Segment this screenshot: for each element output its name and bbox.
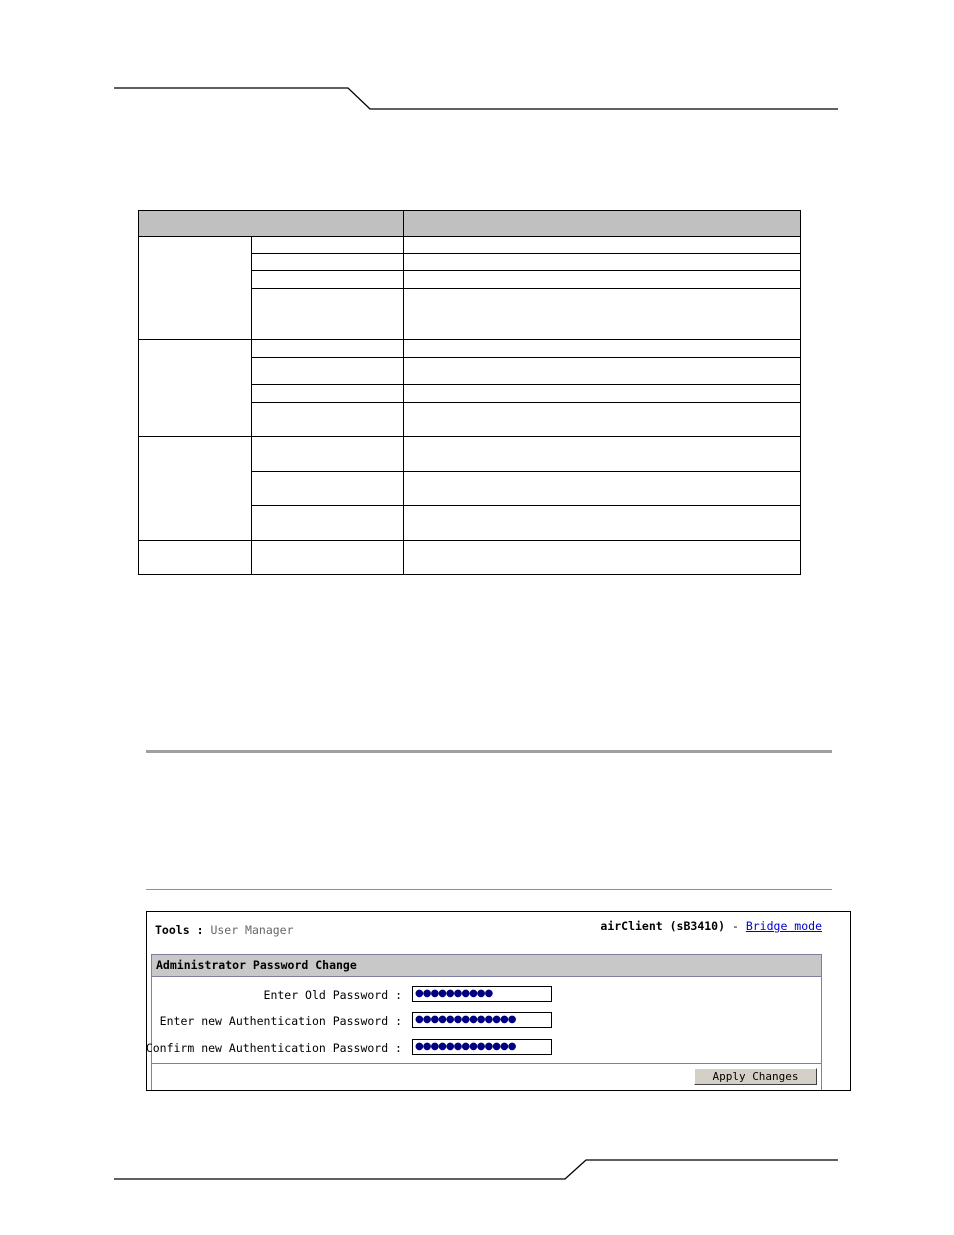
password-change-form xyxy=(145,954,822,1090)
confirm-password-label: Confirm new Authentication Password : xyxy=(145,1041,402,1055)
table-line xyxy=(251,288,801,289)
new-password-field[interactable]: ●●●●●●●●●●●●● xyxy=(412,1012,552,1028)
table-line xyxy=(251,402,801,403)
table-line xyxy=(138,574,801,575)
table-line xyxy=(138,339,801,340)
table-line xyxy=(251,357,801,358)
user-manager-screenshot xyxy=(146,911,851,1091)
header-rule xyxy=(0,0,954,120)
table-line xyxy=(138,236,801,237)
table-line xyxy=(251,505,801,506)
table-line xyxy=(251,471,801,472)
old-password-label: Enter Old Password : xyxy=(263,988,402,1002)
breadcrumb-separator: : xyxy=(196,923,204,937)
table-line xyxy=(138,540,801,541)
table-line xyxy=(251,384,801,385)
table-line xyxy=(251,253,801,254)
bridge-mode-link[interactable]: Bridge mode xyxy=(745,919,822,933)
table-line xyxy=(800,210,801,575)
new-password-label: Enter new Authentication Password : xyxy=(159,1014,402,1028)
table-line xyxy=(403,210,404,575)
breadcrumb-page: User Manager xyxy=(210,923,294,937)
form-divider xyxy=(152,1063,821,1064)
old-password-row xyxy=(152,986,821,1006)
form-title: Administrator Password Change xyxy=(152,955,821,977)
footer-rule xyxy=(0,1150,954,1190)
table-line xyxy=(138,210,801,211)
confirm-password-field[interactable]: ●●●●●●●●●●●●● xyxy=(412,1039,552,1055)
device-name: airClient (sB3410) xyxy=(600,919,726,933)
table-header-cell-2 xyxy=(403,210,800,236)
device-info xyxy=(600,919,822,933)
confirm-password-row xyxy=(145,1039,821,1059)
table-line xyxy=(138,210,139,575)
table-line xyxy=(251,236,252,575)
device-separator: - xyxy=(731,919,739,933)
table-header-cell-1 xyxy=(138,210,403,236)
breadcrumb xyxy=(155,923,294,937)
table-line xyxy=(251,270,801,271)
apply-changes-button[interactable]: Apply Changes xyxy=(694,1068,817,1085)
old-password-field[interactable]: ●●●●●●●●●● xyxy=(412,986,552,1002)
section-rule xyxy=(146,889,832,890)
breadcrumb-section[interactable]: Tools xyxy=(155,923,190,937)
section-rule xyxy=(146,750,832,753)
table-line xyxy=(138,436,801,437)
new-password-row xyxy=(152,1012,821,1032)
